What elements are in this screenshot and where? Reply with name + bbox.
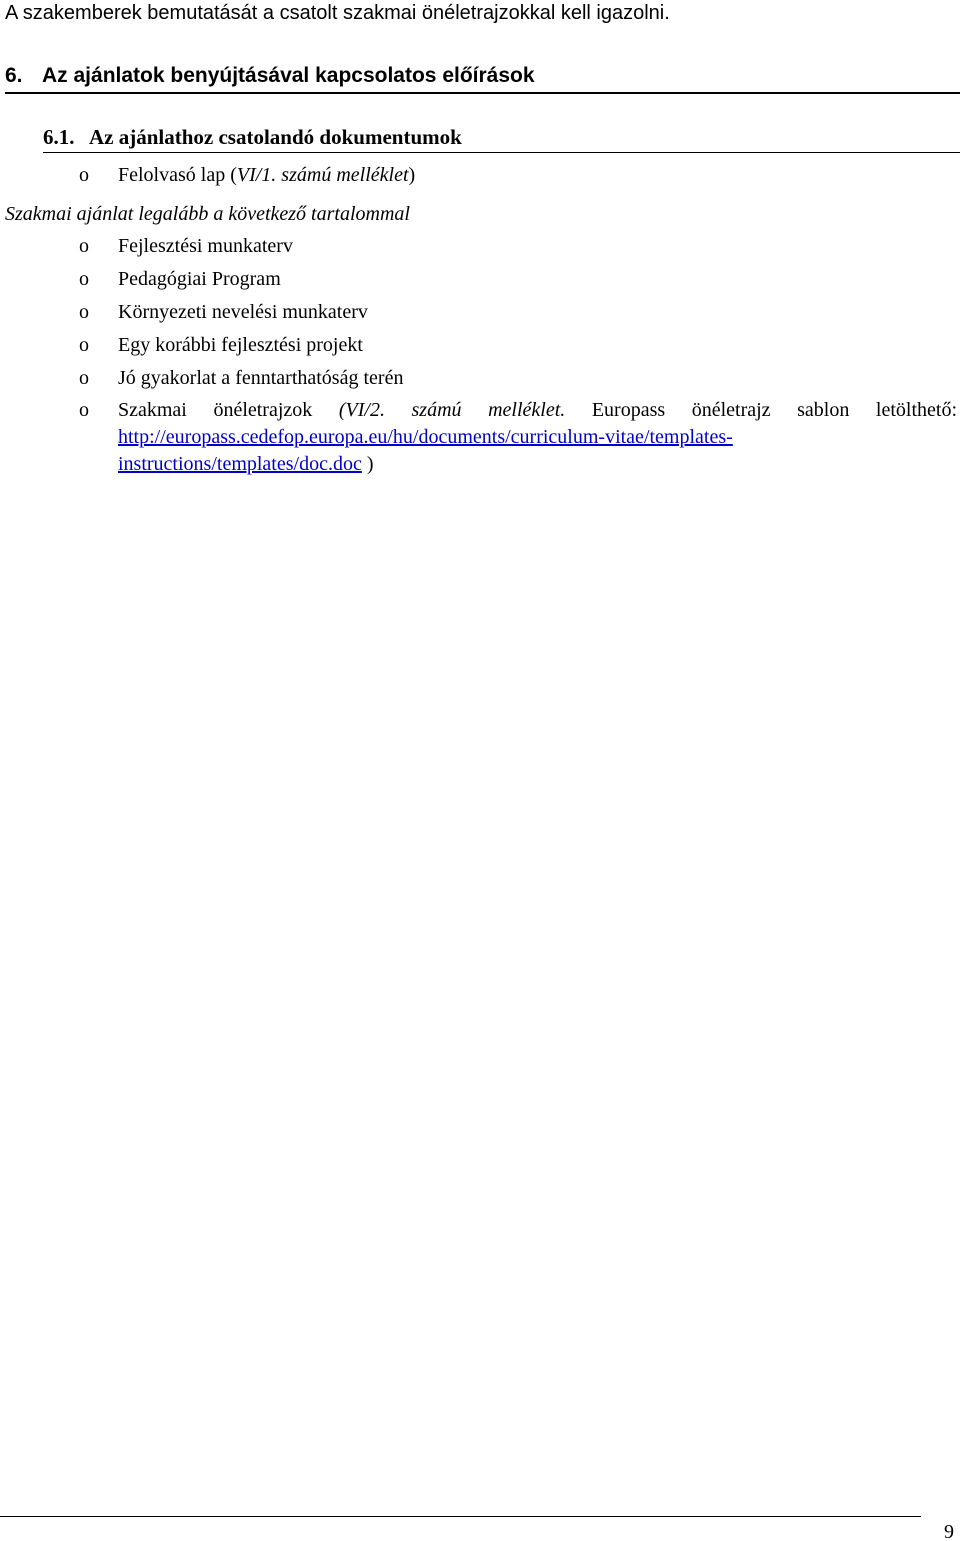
list-item-label: Jó gyakorlat a fenntarthatóság terén [118,367,404,389]
list-item-label: Egy korábbi fejlesztési projekt [118,334,363,356]
cv-item-text [118,397,957,424]
cv-word: letölthető: [875,399,957,421]
bullet-marker: o [79,268,89,290]
subsection-title: Az ajánlathoz csatolandó dokumentumok [89,125,462,149]
list-item-label: Pedagógiai Program [118,268,281,290]
cv-word: melléklet. [488,399,566,421]
list-item-label: Környezeti nevelési munkaterv [118,301,368,323]
cv-word: sablon [797,399,850,421]
bullet-marker: o [79,334,89,356]
cv-word: önéletrajz [691,399,771,421]
subsection-heading [43,123,960,153]
europass-link-part2[interactable]: instructions/templates/doc.doc [118,453,362,475]
cv-template-link-line2 [118,451,374,478]
list-item-label: Felolvasó lap ( [118,164,237,186]
cv-word: (VI/2. [338,399,385,421]
europass-link-part1[interactable]: http://europass.cedefop.europa.eu/hu/documents/curriculum-vitae/templates- [118,426,733,448]
intro-line: A szakemberek bemutatását a csatolt szakmai önéletrajzokkal kell igazolni. [5,2,670,24]
list-item-close: ) [408,164,416,186]
cv-template-link-line1 [118,424,733,451]
bullet-marker: o [79,164,89,186]
bullet-marker: o [79,399,89,421]
list-item-label: Fejlesztési munkaterv [118,235,293,257]
content-requirement-paragraph: Szakmai ajánlat legalább a következő tartalommal [5,203,410,225]
cv-word: számú [411,399,462,421]
footer-divider [0,1516,921,1517]
section-number: 6. [5,64,23,87]
cv-word: Szakmai [118,399,187,421]
page-number: 9 [944,1521,954,1541]
section-title: Az ajánlatok benyújtásával kapcsolatos előírások [42,64,535,87]
subsection-number: 6.1. [43,125,75,149]
list-item-italic: VI/1. számú melléklet [236,164,409,186]
bullet-marker: o [79,367,89,389]
cv-word: önéletrajzok [213,399,313,421]
bullet-marker: o [79,301,89,323]
cv-word: Europass [591,399,666,421]
section-heading [5,62,960,94]
list-item-text [118,161,415,189]
bullet-marker: o [79,235,89,257]
cv-item-close: ) [361,453,374,475]
